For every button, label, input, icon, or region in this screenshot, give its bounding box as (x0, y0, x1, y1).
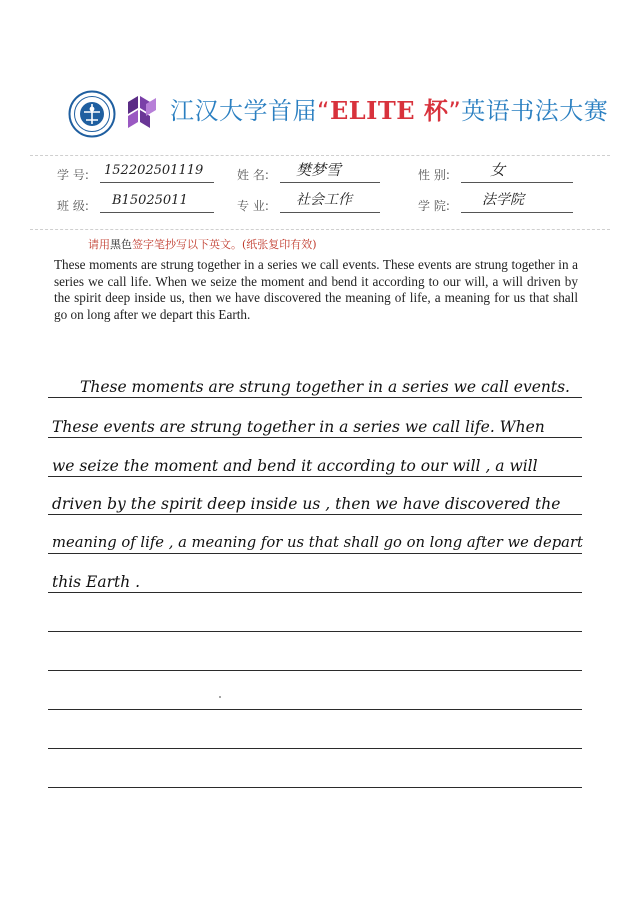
source-passage: These moments are strung together in a series we call events. These events are strung together in a series we call life. When we seize the moment and bend it according to our will, a will driven by the spirit deep inside us, then we have discovered the meaning of life, a meaning for us that shall go on long after we depart this Earth. (54, 257, 578, 322)
handwritten-line: These moments are strung together in a series we call events. (80, 378, 570, 396)
handwritten-line: this Earth . (52, 573, 141, 591)
university-seal-icon (68, 90, 116, 138)
instruction-text: 请用黑色签字笔抄写以下英文。(纸张复印有效) (88, 238, 317, 251)
writing-line (48, 397, 582, 398)
writing-line (48, 631, 582, 632)
writing-line (48, 670, 582, 671)
student-id-label: 学 号: (57, 168, 89, 182)
handwritten-line: we seize the moment and bend it according to our will , a will (52, 457, 538, 475)
school-value: 法学院 (482, 192, 524, 208)
name-line (280, 182, 380, 183)
class-label: 班 级: (57, 199, 89, 213)
name-label: 姓 名: (237, 168, 269, 182)
school-label: 学 院: (418, 199, 450, 213)
gender-line (461, 182, 573, 183)
writing-line (48, 709, 582, 710)
writing-line (48, 437, 582, 438)
writing-line (48, 787, 582, 788)
school-line (461, 212, 573, 213)
student-id-line (100, 182, 214, 183)
major-label: 专 业: (237, 199, 269, 213)
handwritten-line: These events are strung together in a series we call life. When (52, 418, 545, 436)
handwritten-line: driven by the spirit deep inside us , then we have discovered the (52, 495, 561, 513)
info-divider (30, 229, 610, 230)
writing-line (48, 592, 582, 593)
writing-line (48, 553, 582, 554)
major-line (280, 212, 380, 213)
class-line (100, 212, 214, 213)
paper-speck (219, 696, 221, 698)
writing-line (48, 514, 582, 515)
writing-line (48, 748, 582, 749)
gender-value: 女 (490, 161, 506, 179)
gender-label: 性 别: (418, 168, 450, 182)
competition-title: 江汉大学首届“ELITE 杯”英语书法大赛 (170, 96, 609, 125)
class-value: B15025011 (112, 193, 188, 208)
student-id-value: 152202501119 (104, 163, 204, 178)
major-value: 社会工作 (296, 192, 352, 208)
header-divider (30, 155, 610, 156)
name-value: 樊梦雪 (296, 161, 342, 179)
writing-line (48, 476, 582, 477)
brand-logo-icon (124, 92, 158, 134)
handwritten-line: meaning of life , a meaning for us that shall go on long after we depart (52, 534, 583, 551)
